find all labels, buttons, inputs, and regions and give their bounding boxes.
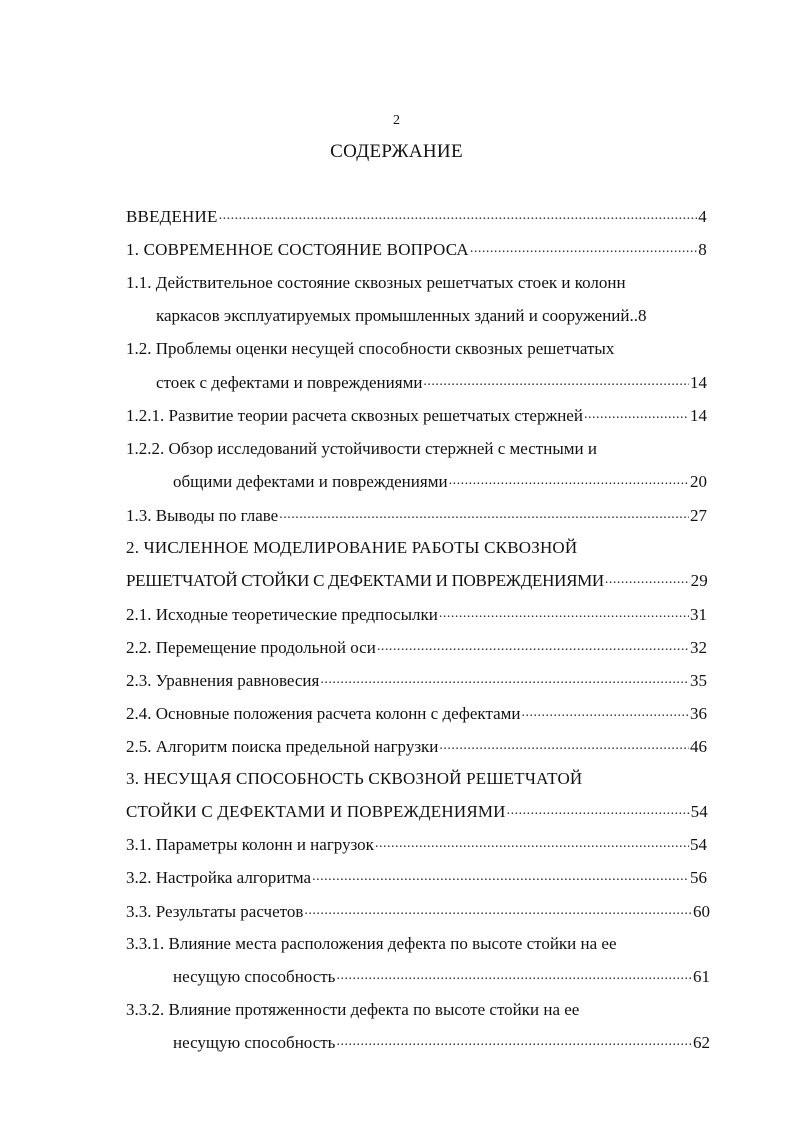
toc-entry-text: 1. СОВРЕМЕННОЕ СОСТОЯНИЕ ВОПРОСА: [126, 240, 469, 259]
toc-entry-page: 46: [690, 737, 707, 756]
toc-entry-3-2: [126, 866, 707, 890]
toc-entry-2-5: [126, 735, 707, 759]
page-title: СОДЕРЖАНИЕ: [330, 141, 463, 162]
toc-entry-text: ВВЕДЕНИЕ: [126, 207, 218, 226]
toc-entry-page: 60: [693, 902, 710, 921]
toc-leader-dots: [439, 732, 689, 758]
toc-entry-page: 62: [693, 1033, 710, 1052]
toc-entry-text: 2.4. Основные положения расчета колонн с дефектами: [126, 704, 521, 723]
toc-leader-dots: [522, 699, 690, 725]
toc-entry-page: 54: [690, 802, 708, 821]
toc-entry-text: 1.1. Действительное состояние сквозных решетчатых стоек и колонн: [126, 273, 626, 292]
toc-entry-page: 20: [690, 472, 707, 491]
toc-entry-intro: [126, 205, 707, 229]
toc-leader-dots: [336, 1028, 692, 1054]
toc-entry-page: 54: [690, 835, 707, 854]
toc-entry-section-2-line2: [126, 569, 708, 593]
toc-leader-dots: [605, 566, 690, 592]
toc-leader-dots: [507, 797, 690, 823]
toc-entry-section-1: [126, 238, 707, 262]
toc-entry-text: 2.5. Алгоритм поиска предельной нагрузки: [126, 737, 439, 756]
toc-entry-1-2-line1: [126, 337, 614, 361]
toc-entry-section-3-line2: [126, 800, 708, 824]
toc-entry-page: 8: [698, 240, 707, 259]
toc-leader-dots: [304, 897, 692, 923]
toc-entry-page: 36: [690, 704, 707, 723]
toc-entry-text: 3.3.2. Влияние протяженности дефекта по высоте стойки на ее: [126, 1000, 580, 1019]
toc-leader-dots: [439, 600, 689, 626]
toc-entry-2-2: [126, 636, 707, 660]
toc-leader-dots: [423, 368, 689, 394]
toc-entry-text: 2. ЧИСЛЕННОЕ МОДЕЛИРОВАНИЕ РАБОТЫ СКВОЗНОЙ: [126, 538, 578, 557]
toc-entry-page: 27: [690, 506, 707, 525]
toc-entry-text: 2.2. Перемещение продольной оси: [126, 638, 376, 657]
toc-leader-dots: [449, 467, 689, 493]
toc-entry-2-1: [126, 603, 707, 627]
toc-leader-dots: [279, 501, 689, 527]
toc-entry-3-3-2-line1: [126, 998, 579, 1022]
toc-entry-1-3: [126, 504, 707, 528]
toc-entry-text: 1.3. Выводы по главе: [126, 506, 279, 525]
toc-entry-text: несущую способность: [173, 1033, 336, 1052]
toc-entry-page: 31: [690, 605, 707, 624]
toc-entry-text: 1.2.1. Развитие теории расчета сквозных решетчатых стержней: [126, 406, 583, 425]
toc-entry-text: 3. НЕСУЩАЯ СПОСОБНОСТЬ СКВОЗНОЙ РЕШЕТЧАТОЙ: [126, 769, 583, 788]
toc-leader-dots: [320, 666, 689, 692]
toc-entry-section-2-line1: [126, 536, 577, 560]
toc-entry-3-3-1-line2: [173, 965, 710, 989]
toc-entry-page: 14: [690, 373, 707, 392]
toc-entry-text: 2.3. Уравнения равновесия: [126, 671, 320, 690]
toc-leader-dots: [584, 401, 689, 427]
toc-entry-text: РЕШЕТЧАТОЙ СТОЙКИ С ДЕФЕКТАМИ И ПОВРЕЖДЕНИЯМИ: [126, 571, 604, 590]
toc-entry-2-4: [126, 702, 707, 726]
toc-leader-dots: [336, 962, 692, 988]
toc-entry-page: 61: [693, 967, 710, 986]
toc-entry-text: несущую способность: [173, 967, 336, 986]
toc-entry-text: общими дефектами и повреждениями: [173, 472, 448, 491]
toc-entry-text: стоек с дефектами и повреждениями: [156, 373, 423, 392]
toc-entry-page: 56: [690, 868, 707, 887]
toc-entry-text: СТОЙКИ С ДЕФЕКТАМИ И ПОВРЕЖДЕНИЯМИ: [126, 802, 506, 821]
toc-entry-text: 2.1. Исходные теоретические предпосылки: [126, 605, 438, 624]
toc-entry-1-2-line2: [156, 371, 707, 395]
toc-entry-3-3-1-line1: [126, 932, 617, 956]
toc-leader-dots: [219, 202, 698, 228]
toc-leader-dots: [375, 830, 689, 856]
toc-entry-text: 1.2. Проблемы оценки несущей способности сквозных решетчатых: [126, 339, 615, 358]
toc-entry-text: 3.3.1. Влияние места расположения дефекта по высоте стойки на ее: [126, 934, 617, 953]
toc-entry-1-1-line1: [126, 271, 626, 295]
toc-entry-3-1: [126, 833, 707, 857]
toc-entry-1-2-1: [126, 404, 707, 428]
toc-entry-text: каркасов эксплуатируемых промышленных зданий и сооружений..8: [156, 306, 647, 325]
toc-entry-1-1-line2: [156, 304, 647, 328]
toc-entry-1-2-2-line1: [126, 437, 597, 461]
page-number: 2: [393, 113, 400, 128]
toc-leader-dots: [377, 633, 689, 659]
toc-entry-section-3-line1: [126, 767, 582, 791]
toc-entry-page: 32: [690, 638, 707, 657]
toc-entry-1-2-2-line2: [173, 470, 707, 494]
toc-leader-dots: [470, 235, 697, 261]
toc-entry-3-3-2-line2: [173, 1031, 710, 1055]
toc-entry-text: 3.2. Настройка алгоритма: [126, 868, 312, 887]
toc-entry-3-3: [126, 900, 710, 924]
toc-entry-page: 14: [690, 406, 707, 425]
toc-entry-2-3: [126, 669, 707, 693]
toc-entry-page: 4: [698, 207, 707, 226]
toc-entry-text: 3.3. Результаты расчетов: [126, 902, 304, 921]
toc-leader-dots: [312, 863, 689, 889]
toc-entry-text: 3.1. Параметры колонн и нагрузок: [126, 835, 374, 854]
toc-entry-page: 35: [690, 671, 707, 690]
toc-entry-text: 1.2.2. Обзор исследований устойчивости стержней с местными и: [126, 439, 597, 458]
toc-entry-page: 29: [690, 571, 708, 590]
